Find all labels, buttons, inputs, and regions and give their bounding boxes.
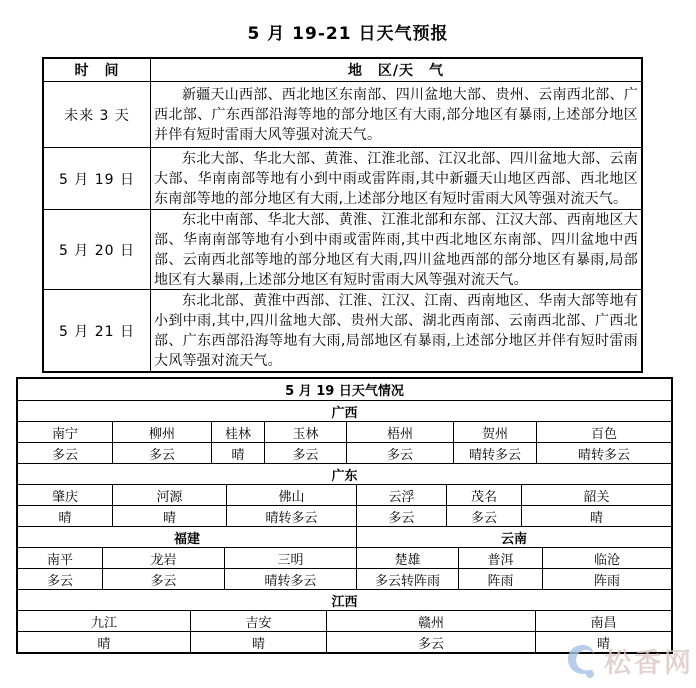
watermark-text: 松香网 <box>604 648 694 679</box>
fujian-yunnan-city-row <box>18 547 671 568</box>
weather-cell: 多云 <box>46 573 73 589</box>
weather-cell: 多云 <box>102 569 224 589</box>
forecast-row-next3days <box>44 81 641 147</box>
city-cell: 南平 <box>46 552 73 568</box>
page-title: 5 月 19-21 日天气预报 <box>247 24 449 44</box>
weather-cell: 多云 <box>326 632 535 652</box>
city-cell: 玉林 <box>264 422 346 442</box>
city-cell: 普洱 <box>458 548 542 568</box>
weather-cell: 多云 <box>264 443 346 463</box>
guangdong-weather-row <box>18 505 671 526</box>
guangdong-city-row <box>18 484 671 505</box>
province-header-guangxi <box>18 400 671 421</box>
guangxi-city-row <box>18 421 671 442</box>
weather-cell: 多云 <box>112 443 211 463</box>
province-label: 江西 <box>331 594 358 610</box>
city-cell: 临沧 <box>542 548 671 568</box>
weather-cell: 晴转多云 <box>226 506 356 526</box>
weather-cell: 晴 <box>211 443 264 463</box>
city-cell: 河源 <box>112 485 226 505</box>
forecast-header-region: 地 区/天 气 <box>347 63 445 79</box>
weather-cell: 多云 <box>356 506 446 526</box>
city-cell: 柳州 <box>112 422 211 442</box>
forecast-header-time: 时 间 <box>44 59 151 81</box>
time-cell: 5 月 19 日 <box>44 148 151 209</box>
city-cell: 南宁 <box>51 426 78 442</box>
forecast-row-may21 <box>44 289 641 371</box>
city-cell: 南昌 <box>535 611 671 631</box>
forecast-text: 东北中南部、华北大部、黄淮、江淮北部和东部、江汉大部、西南地区大部、华南南部等地有小到中雨或雷阵雨,其中西北地区东南部、四川盆地中西部、云南西北部等地的部分地区有大雨,四川盆地西部的部分地区有暴雨,局部地区有大暴雨,上述部分地区有短时雷雨大风等强对流天气。 <box>154 211 638 288</box>
weather-cell: 晴 <box>112 506 226 526</box>
weather-cell: 晴 <box>58 510 72 526</box>
weather-cell: 阵雨 <box>458 569 542 589</box>
city-cell: 韶关 <box>521 485 671 505</box>
jiangxi-weather-row <box>18 631 671 652</box>
weather-cell: 多云 <box>446 506 521 526</box>
weather-cell: 晴 <box>190 632 326 652</box>
conditions-title-row <box>18 379 671 400</box>
city-cell: 桂林 <box>211 422 264 442</box>
city-cell: 佛山 <box>226 485 356 505</box>
time-cell: 5 月 20 日 <box>44 210 151 289</box>
province-header-guangdong <box>18 463 671 484</box>
city-cell: 百色 <box>536 422 671 442</box>
city-cell: 九江 <box>90 615 117 631</box>
weather-cell: 晴 <box>535 632 671 652</box>
province-label: 福建 <box>173 531 200 547</box>
weather-cell: 多云转阵雨 <box>356 569 458 589</box>
weather-cell: 晴转多云 <box>536 443 671 463</box>
weather-cell: 晴 <box>97 636 111 652</box>
province-header-fujian-yunnan <box>18 526 671 547</box>
city-cell: 云浮 <box>356 485 446 505</box>
province-label: 广西 <box>331 405 358 421</box>
city-cell: 三明 <box>224 548 356 568</box>
time-cell: 5 月 21 日 <box>44 290 151 371</box>
province-header-jiangxi <box>18 589 671 610</box>
forecast-text: 东北大部、华北大部、黄淮、江淮北部、江汉北部、四川盆地大部、云南大部、华南南部等地有小到中雨或雷阵雨,其中新疆天山地区西部、西北地区东南部等地的部分地区有大雨,上述部分地区有短时雷雨大风等强对流天气。 <box>154 150 638 207</box>
province-label: 广东 <box>331 468 358 484</box>
city-cell: 梧州 <box>346 422 453 442</box>
city-cell: 肇庆 <box>51 489 78 505</box>
city-cell: 龙岩 <box>102 548 224 568</box>
guangxi-weather-row <box>18 442 671 463</box>
city-cell: 贺州 <box>453 422 536 442</box>
conditions-table <box>16 377 673 654</box>
forecast-text: 东北北部、黄淮中西部、江淮、江汉、江南、西南地区、华南大部等地有小到中雨,其中,四川盆地大部、贵州大部、湖北西南部、云南西北部、广西北部、广东西部沿海等地有大雨,局部地区有暴雨,上述部分地区并伴有短时雷雨大风等强对流天气。 <box>154 292 638 369</box>
province-label: 云南 <box>356 527 671 547</box>
city-cell: 楚雄 <box>356 548 458 568</box>
city-cell: 吉安 <box>190 611 326 631</box>
forecast-table <box>42 57 643 373</box>
weather-cell: 晴转多云 <box>224 569 356 589</box>
city-cell: 赣州 <box>326 611 535 631</box>
forecast-row-may19 <box>44 147 641 209</box>
weather-cell: 多云 <box>346 443 453 463</box>
time-cell: 未来 3 天 <box>44 82 151 147</box>
fujian-yunnan-weather-row <box>18 568 671 589</box>
weather-cell: 晴转多云 <box>453 443 536 463</box>
conditions-title: 5 月 19 日天气情况 <box>285 384 404 399</box>
forecast-row-may20 <box>44 209 641 289</box>
weather-cell: 多云 <box>51 447 78 463</box>
forecast-header-row <box>44 59 641 81</box>
jiangxi-city-row <box>18 610 671 631</box>
city-cell: 茂名 <box>446 485 521 505</box>
forecast-text: 新疆天山西部、西北地区东南部、四川盆地大部、贵州、云南西北部、广西北部、广东西部沿海等地的部分地区有大雨,部分地区有暴雨,上述部分地区并伴有短时雷雨大风等强对流天气。 <box>154 86 638 143</box>
weather-cell: 阵雨 <box>542 569 671 589</box>
weather-cell: 晴 <box>521 506 671 526</box>
